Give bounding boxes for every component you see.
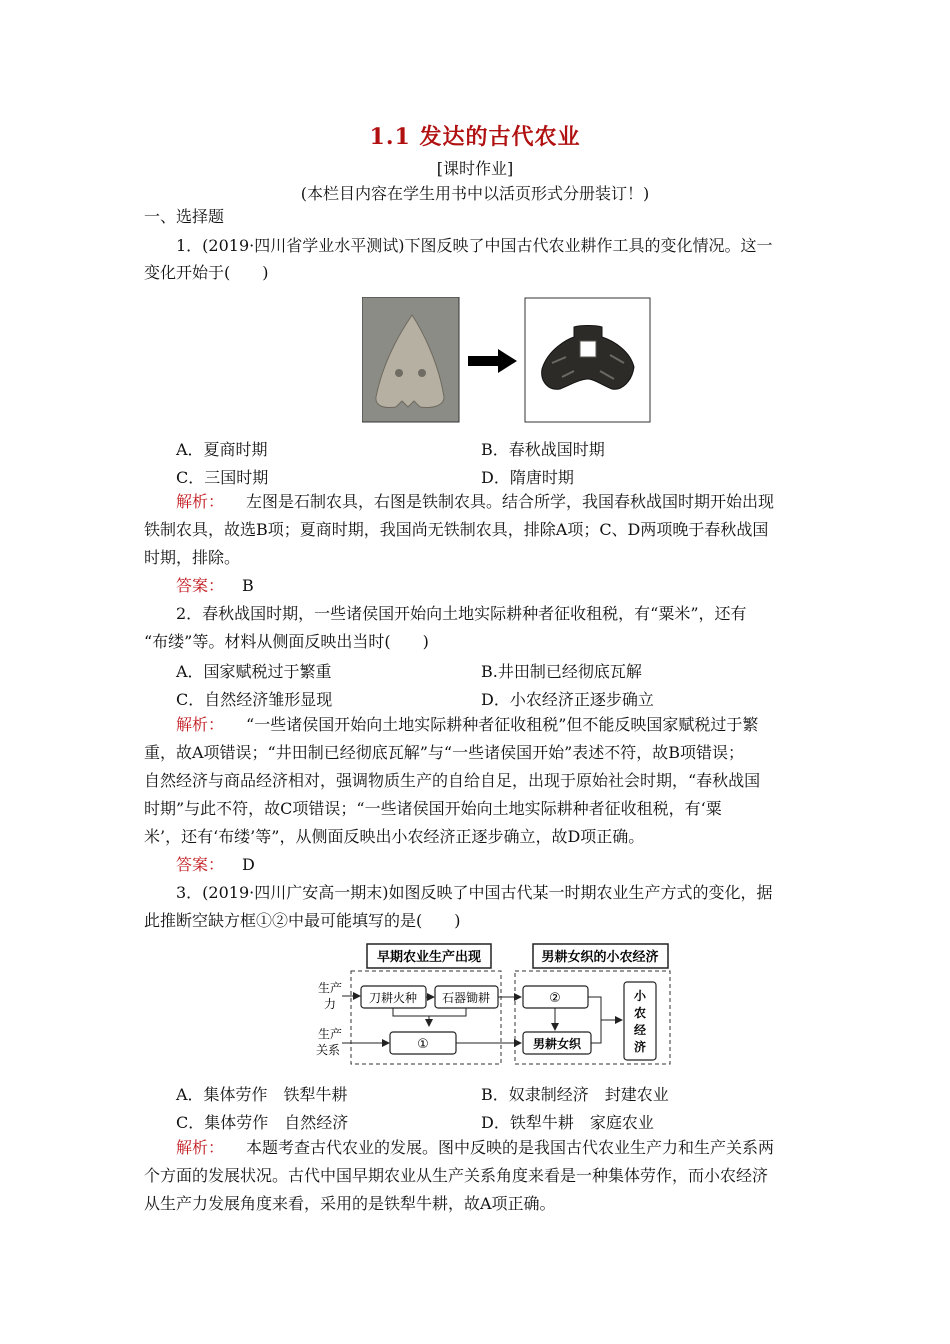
arrow-shaft — [468, 356, 500, 366]
box-shiqi-text: 石器锄耕 — [441, 991, 491, 1005]
q2-analysis-line4: 时期”与此不符，故C项错误；“一些诸侯国开始向土地实际耕种者征收租税，有‘粟 — [144, 799, 722, 818]
box-nangeng-text: 男耕女织 — [532, 1037, 582, 1051]
q1-option-c[interactable]: C．三国时期 — [176, 468, 269, 487]
q2-option-a[interactable]: A．国家赋税过于繁重 — [176, 662, 332, 681]
svg-text:经: 经 — [633, 1023, 647, 1037]
q3-diagram — [306, 940, 682, 1068]
q2-stem-line2: “布缕”等。材料从侧面反映出当时( ) — [144, 632, 429, 651]
row1-label-a: 生产 — [318, 981, 343, 995]
q1-answer-value: B — [242, 576, 254, 595]
q3-option-a[interactable]: A．集体劳作 铁犁牛耕 — [176, 1085, 348, 1104]
q3-option-c[interactable]: C．集体劳作 自然经济 — [176, 1113, 349, 1132]
q3-analysis-line2: 个方面的发展状况。古代中国早期农业从生产关系角度来看是一种集体劳作，而小农经济 — [144, 1166, 769, 1185]
page-title: 1.1 发达的古代农业 — [369, 124, 581, 150]
q1-answer-label: 答案： — [176, 576, 225, 595]
left-title-text: 早期农业生产出现 — [376, 950, 482, 965]
right-arrow-icon — [498, 349, 517, 373]
svg-text:农: 农 — [633, 1006, 647, 1020]
q1-analysis-text1: 左图是石制农具，右图是铁制农具。结合所学，我国春秋战国时期开始出现 — [246, 492, 775, 511]
q2-option-b[interactable]: B.井田制已经彻底瓦解 — [481, 662, 642, 681]
q1-analysis-line2: 铁制农具，故选B项；夏商时期，我国尚无铁制农具，排除A项；C、D两项晚于春秋战国 — [144, 520, 769, 539]
q1-analysis-label: 解析： — [176, 492, 225, 511]
q2-analysis-line3: 自然经济与商品经济相对，强调物质生产的自给自足，出现于原始社会时期，“春秋战国 — [144, 771, 761, 790]
q1-stem-line1: 1．(2019·四川省学业水平测试)下图反映了中国古代农业耕作工具的变化情况。这一 — [176, 236, 773, 255]
q3-analysis-line3: 从生产力发展角度来看，采用的是铁犁牛耕，故A项正确。 — [144, 1194, 556, 1213]
q1-figure — [362, 297, 692, 425]
blank-1-text: ① — [417, 1037, 429, 1052]
q1-tools-illustration — [362, 297, 692, 425]
svg-text:济: 济 — [633, 1040, 647, 1054]
q1-option-b[interactable]: B．春秋战国时期 — [481, 440, 605, 459]
q1-answer — [176, 576, 254, 596]
q3-option-d[interactable]: D．铁犁牛耕 家庭农业 — [481, 1113, 654, 1132]
q2-option-c[interactable]: C．自然经济雏形显现 — [176, 690, 333, 709]
row2-label-b: 关系 — [316, 1043, 341, 1057]
row2-label-a: 生产 — [318, 1027, 343, 1041]
q3-stem-line1: 3．(2019·四川广安高一期末)如图反映了中国古代某一时期农业生产方式的变化，据 — [176, 883, 773, 902]
q1-option-a[interactable]: A．夏商时期 — [176, 440, 268, 459]
section-heading: 一、选择题 — [144, 207, 225, 226]
q2-answer — [176, 855, 255, 875]
q3-option-b[interactable]: B．奴隶制经济 封建农业 — [481, 1085, 669, 1104]
q2-analysis-line2: 重，故A项错误；“井田制已经彻底瓦解”与“一些诸侯国开始”表述不符，故B项错误； — [144, 743, 745, 762]
q1-option-d[interactable]: D．隋唐时期 — [481, 468, 574, 487]
q2-analysis-line5: 米’，还有‘布缕’等”，从侧面反映出小农经济正逐步确立，故D项正确。 — [144, 827, 645, 846]
right-title-text: 男耕女织的小农经济 — [541, 950, 659, 965]
q3-analysis-line1 — [176, 1138, 774, 1158]
q2-analysis-line1 — [176, 715, 758, 735]
q2-answer-label: 答案： — [176, 855, 225, 874]
q3-stem-line2: 此推断空缺方框①②中最可能填写的是( ) — [144, 911, 461, 930]
q1-analysis-line3: 时期，排除。 — [144, 548, 241, 567]
q2-option-d[interactable]: D．小农经济正逐步确立 — [481, 690, 654, 709]
blank-2-text: ② — [549, 991, 561, 1006]
svg-text:小: 小 — [633, 989, 647, 1003]
row1-label-b: 力 — [324, 997, 337, 1011]
q2-analysis-label: 解析： — [176, 715, 225, 734]
page-subtitle: [课时作业] — [436, 159, 514, 178]
page-note: (本栏目内容在学生用书中以活页形式分册装订！) — [300, 184, 650, 203]
q2-answer-value: D — [242, 855, 255, 874]
q2-stem-line1: 2．春秋战国时期，一些诸侯国开始向土地实际耕种者征收租税，有“粟米”，还有 — [176, 604, 747, 623]
q3-flow-diagram — [306, 940, 682, 1068]
q3-analysis-text1: 本题考查古代农业的发展。图中反映的是我国古代农业生产力和生产关系两 — [246, 1138, 775, 1157]
q1-analysis-line1 — [176, 492, 774, 512]
q1-stem-line2: 变化开始于( ) — [144, 263, 269, 282]
q2-analysis-text1: “一些诸侯国开始向土地实际耕种者征收租税”但不能反映国家赋税过于繁 — [246, 715, 759, 734]
q3-analysis-label: 解析： — [176, 1138, 225, 1157]
box-daogeng-text: 刀耕火种 — [368, 991, 418, 1005]
